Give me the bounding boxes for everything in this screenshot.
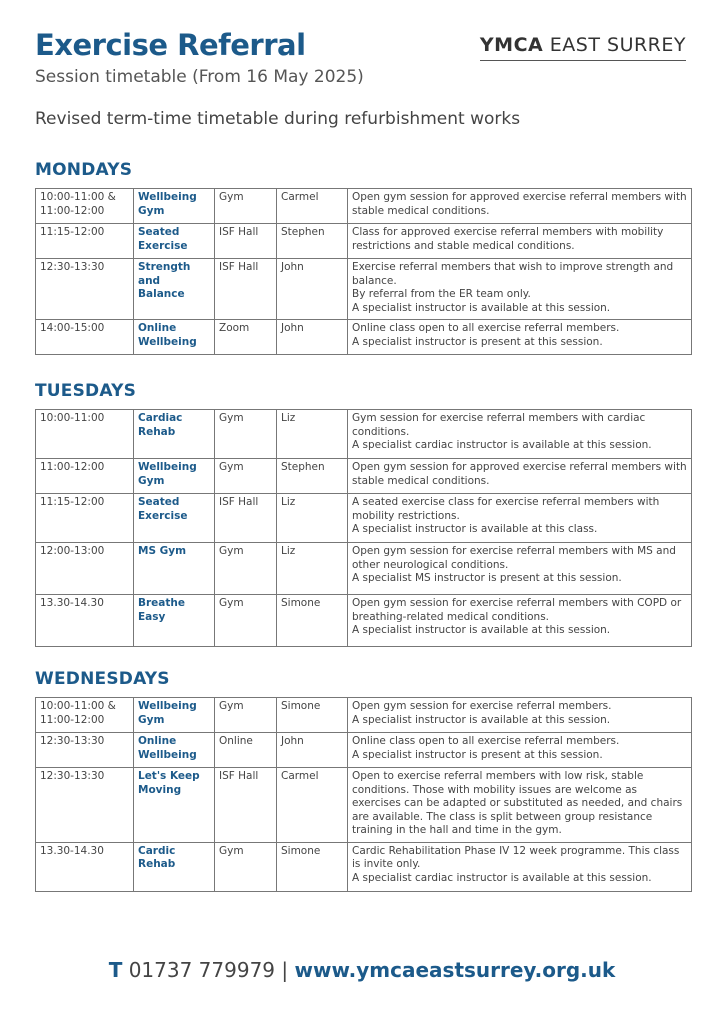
footer-separator: | xyxy=(281,958,289,982)
table-row xyxy=(36,494,692,543)
table-row xyxy=(36,410,692,459)
table-row xyxy=(36,259,692,320)
brand-logo-rest: EAST SURREY xyxy=(549,34,686,56)
day-heading: MONDAYS xyxy=(35,160,133,180)
session-instructor: Stephen xyxy=(277,224,348,259)
session-class: Strength and Balance xyxy=(134,259,215,320)
table-row xyxy=(36,595,692,647)
contact-footer xyxy=(0,958,724,982)
session-time: 10:00-11:00 xyxy=(36,410,134,459)
brand-logo xyxy=(480,34,686,61)
session-description: Open gym session for approved exercise referral members with stable medical conditions. xyxy=(348,189,692,224)
session-time: 11:15-12:00 xyxy=(36,224,134,259)
session-location: Gym xyxy=(215,459,277,494)
page-title: Exercise Referral xyxy=(35,28,306,62)
session-class: Online Wellbeing xyxy=(134,733,215,768)
day-section-tuesday xyxy=(35,381,691,647)
intro-text: Revised term-time timetable during refurbishment works xyxy=(35,109,521,129)
session-location: ISF Hall xyxy=(215,259,277,320)
session-time: 13.30-14.30 xyxy=(36,842,134,891)
session-description: Open gym session for approved exercise referral members with stable medical conditions. xyxy=(348,459,692,494)
session-instructor: Simone xyxy=(277,842,348,891)
table-row xyxy=(36,768,692,843)
session-instructor: Carmel xyxy=(277,189,348,224)
session-instructor: John xyxy=(277,733,348,768)
phone-number: 01737 779979 xyxy=(128,958,276,982)
session-class: Wellbeing Gym xyxy=(134,459,215,494)
session-class: Seated Exercise xyxy=(134,494,215,543)
session-description: Open gym session for exercise referral members. A specialist instructor is available at this session. xyxy=(348,698,692,733)
session-class: Seated Exercise xyxy=(134,224,215,259)
day-heading: WEDNESDAYS xyxy=(35,669,170,689)
table-row xyxy=(36,842,692,891)
session-location: ISF Hall xyxy=(215,768,277,843)
session-time: 12:30-13:30 xyxy=(36,733,134,768)
phone-label: T xyxy=(108,958,123,982)
brand-logo-bold: YMCA xyxy=(479,34,544,56)
session-time: 10:00-11:00 & 11:00-12:00 xyxy=(36,698,134,733)
session-description: Online class open to all exercise referral members. A specialist instructor is present at this session. xyxy=(348,733,692,768)
session-time: 13.30-14.30 xyxy=(36,595,134,647)
session-location: Gym xyxy=(215,410,277,459)
session-description: Class for approved exercise referral members with mobility restrictions and stable medical conditions. xyxy=(348,224,692,259)
session-location: Gym xyxy=(215,842,277,891)
session-class: Wellbeing Gym xyxy=(134,189,215,224)
session-instructor: Carmel xyxy=(277,768,348,843)
session-time: 11:00-12:00 xyxy=(36,459,134,494)
session-class: Cardic Rehab xyxy=(134,842,215,891)
session-location: ISF Hall xyxy=(215,494,277,543)
session-location: Zoom xyxy=(215,320,277,355)
session-time: 10:00-11:00 & 11:00-12:00 xyxy=(36,189,134,224)
session-class: Let's Keep Moving xyxy=(134,768,215,843)
timetable xyxy=(35,697,692,892)
session-instructor: Liz xyxy=(277,543,348,595)
session-instructor: Simone xyxy=(277,698,348,733)
session-time: 12:30-13:30 xyxy=(36,259,134,320)
session-location: Gym xyxy=(215,189,277,224)
session-instructor: John xyxy=(277,320,348,355)
table-row xyxy=(36,698,692,733)
session-description: Gym session for exercise referral members with cardiac conditions. A specialist cardiac instructor is available at this session. xyxy=(348,410,692,459)
session-time: 11:15-12:00 xyxy=(36,494,134,543)
timetable xyxy=(35,409,692,647)
session-time: 12:00-13:00 xyxy=(36,543,134,595)
table-row xyxy=(36,459,692,494)
table-row xyxy=(36,543,692,595)
session-instructor: Liz xyxy=(277,494,348,543)
day-heading: TUESDAYS xyxy=(35,381,137,401)
day-section-monday xyxy=(35,160,691,355)
table-row xyxy=(36,733,692,768)
session-class: MS Gym xyxy=(134,543,215,595)
table-row xyxy=(36,224,692,259)
session-description: A seated exercise class for exercise referral members with mobility restrictions. A specialist instructor is available at this class. xyxy=(348,494,692,543)
session-instructor: John xyxy=(277,259,348,320)
table-row xyxy=(36,320,692,355)
page-subtitle: Session timetable (From 16 May 2025) xyxy=(35,67,364,87)
session-class: Cardiac Rehab xyxy=(134,410,215,459)
session-class: Online Wellbeing xyxy=(134,320,215,355)
session-time: 14:00-15:00 xyxy=(36,320,134,355)
day-section-wednesday xyxy=(35,669,691,892)
session-description: Open gym session for exercise referral members with COPD or breathing-related medical conditions. A specialist instructor is available at this session. xyxy=(348,595,692,647)
session-class: Breathe Easy xyxy=(134,595,215,647)
session-description: Open to exercise referral members with low risk, stable conditions. Those with mobility issues are welcome as exercises can be adapted or substituted as needed, and chairs are available. The class is split between group resistance training in the hall and time in the gym. xyxy=(348,768,692,843)
session-location: Online xyxy=(215,733,277,768)
session-location: Gym xyxy=(215,595,277,647)
session-description: Open gym session for exercise referral members with MS and other neurological conditions. A specialist MS instructor is present at this session. xyxy=(348,543,692,595)
session-location: Gym xyxy=(215,543,277,595)
session-location: Gym xyxy=(215,698,277,733)
session-instructor: Simone xyxy=(277,595,348,647)
session-description: Exercise referral members that wish to improve strength and balance. By referral from the ER team only. A specialist instructor is available at this session. xyxy=(348,259,692,320)
table-row xyxy=(36,189,692,224)
session-instructor: Liz xyxy=(277,410,348,459)
session-class: Wellbeing Gym xyxy=(134,698,215,733)
session-description: Online class open to all exercise referral members. A specialist instructor is present at this session. xyxy=(348,320,692,355)
session-description: Cardic Rehabilitation Phase IV 12 week programme. This class is invite only. A specialist cardiac instructor is available at this session. xyxy=(348,842,692,891)
website-link[interactable]: www.ymcaeastsurrey.org.uk xyxy=(294,958,616,982)
timetable xyxy=(35,188,692,355)
session-location: ISF Hall xyxy=(215,224,277,259)
session-time: 12:30-13:30 xyxy=(36,768,134,843)
session-instructor: Stephen xyxy=(277,459,348,494)
